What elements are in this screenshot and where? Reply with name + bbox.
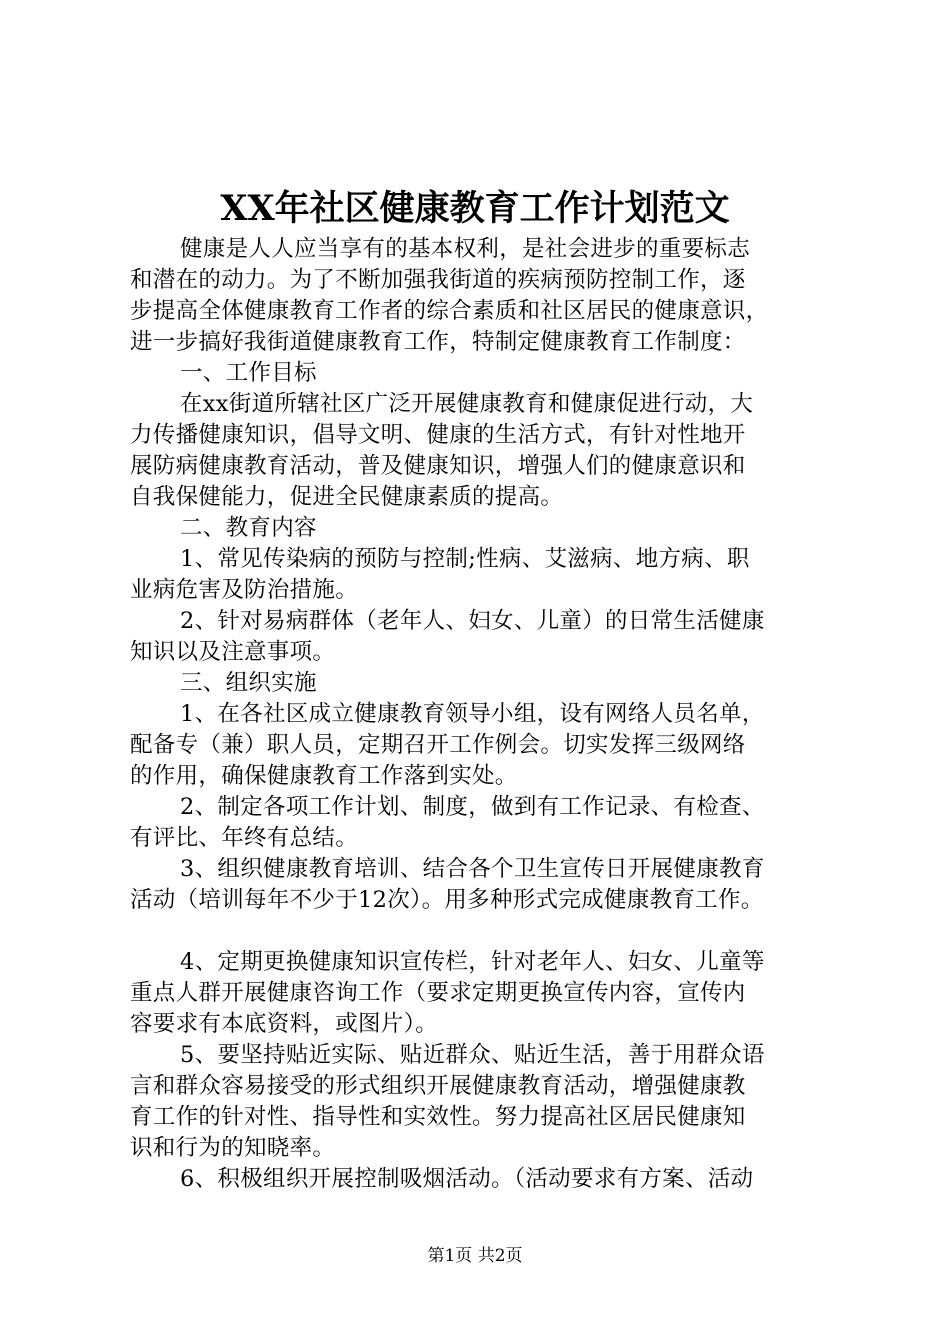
body-line: 5、要坚持贴近实际、贴近群众、贴近生活，善于用群众语 <box>180 1042 765 1068</box>
body-line: 展防病健康教育活动，普及健康知识，增强人们的健康意识和 <box>130 453 746 479</box>
body-line: 二、教育内容 <box>180 515 317 541</box>
body-line: 1、常见传染病的预防与控制;性病、艾滋病、地方病、职 <box>180 546 750 572</box>
body-line: 言和群众容易接受的形式组织开展健康教育活动，增强健康教 <box>130 1073 746 1099</box>
body-line: 识和行为的知晓率。 <box>130 1135 336 1161</box>
body-line: 容要求有本底资料，或图片）。 <box>130 1011 438 1037</box>
body-line: 的作用，确保健康教育工作落到实处。 <box>130 763 518 789</box>
body-line: 3、组织健康教育培训、结合各个卫生宣传日开展健康教育 <box>180 856 765 882</box>
body-line: 有评比、年终有总结。 <box>130 825 359 851</box>
body-line: 步提高全体健康教育工作者的综合素质和社区居民的健康意识， <box>130 298 769 324</box>
body-line: 知识以及注意事项。 <box>130 639 336 665</box>
body-line: 在xx街道所辖社区广泛开展健康教育和健康促进行动，大 <box>180 391 754 417</box>
document-body <box>130 234 854 1195</box>
body-line: 一、工作目标 <box>180 360 317 386</box>
body-line: 业病危害及防治措施。 <box>130 577 359 603</box>
body-line: 重点人群开展健康咨询工作（要求定期更换宣传内容，宣传内 <box>130 980 746 1006</box>
body-line: 2、针对易病群体（老年人、妇女、儿童）的日常生活健康 <box>180 608 765 634</box>
body-line: 1、在各社区成立健康教育领导小组，设有网络人员名单， <box>180 701 765 727</box>
body-line: 配备专（兼）职人员，定期召开工作例会。切实发挥三级网络 <box>130 732 746 758</box>
body-line: 6、积极组织开展控制吸烟活动。（活动要求有方案、活动 <box>180 1166 754 1192</box>
body-line: 进一步搞好我街道健康教育工作，特制定健康教育工作制度： <box>130 329 746 355</box>
document-title: XX年社区健康教育工作计划范文 <box>220 188 730 229</box>
body-line: 和潜在的动力。为了不断加强我街道的疾病预防控制工作，逐 <box>130 267 746 293</box>
body-line: 4、定期更换健康知识宣传栏，针对老年人、妇女、儿童等 <box>180 949 765 975</box>
body-line: 2、制定各项工作计划、制度，做到有工作记录、有检查、 <box>180 794 765 820</box>
body-line <box>130 916 854 947</box>
body-line: 育工作的针对性、指导性和实效性。努力提高社区居民健康知 <box>130 1104 746 1130</box>
body-line: 活动（培训每年不少于12次）。用多种形式完成健康教育工作。 <box>130 887 764 913</box>
body-line: 三、组织实施 <box>180 670 317 696</box>
body-line: 自我保健能力，促进全民健康素质的提高。 <box>130 484 564 510</box>
page-footer: 第1页 共2页 <box>427 1246 523 1266</box>
body-line: 力传播健康知识，倡导文明、健康的生活方式，有针对性地开 <box>130 422 746 448</box>
body-line: 健康是人人应当享有的基本权利，是社会进步的重要标志 <box>180 236 751 262</box>
